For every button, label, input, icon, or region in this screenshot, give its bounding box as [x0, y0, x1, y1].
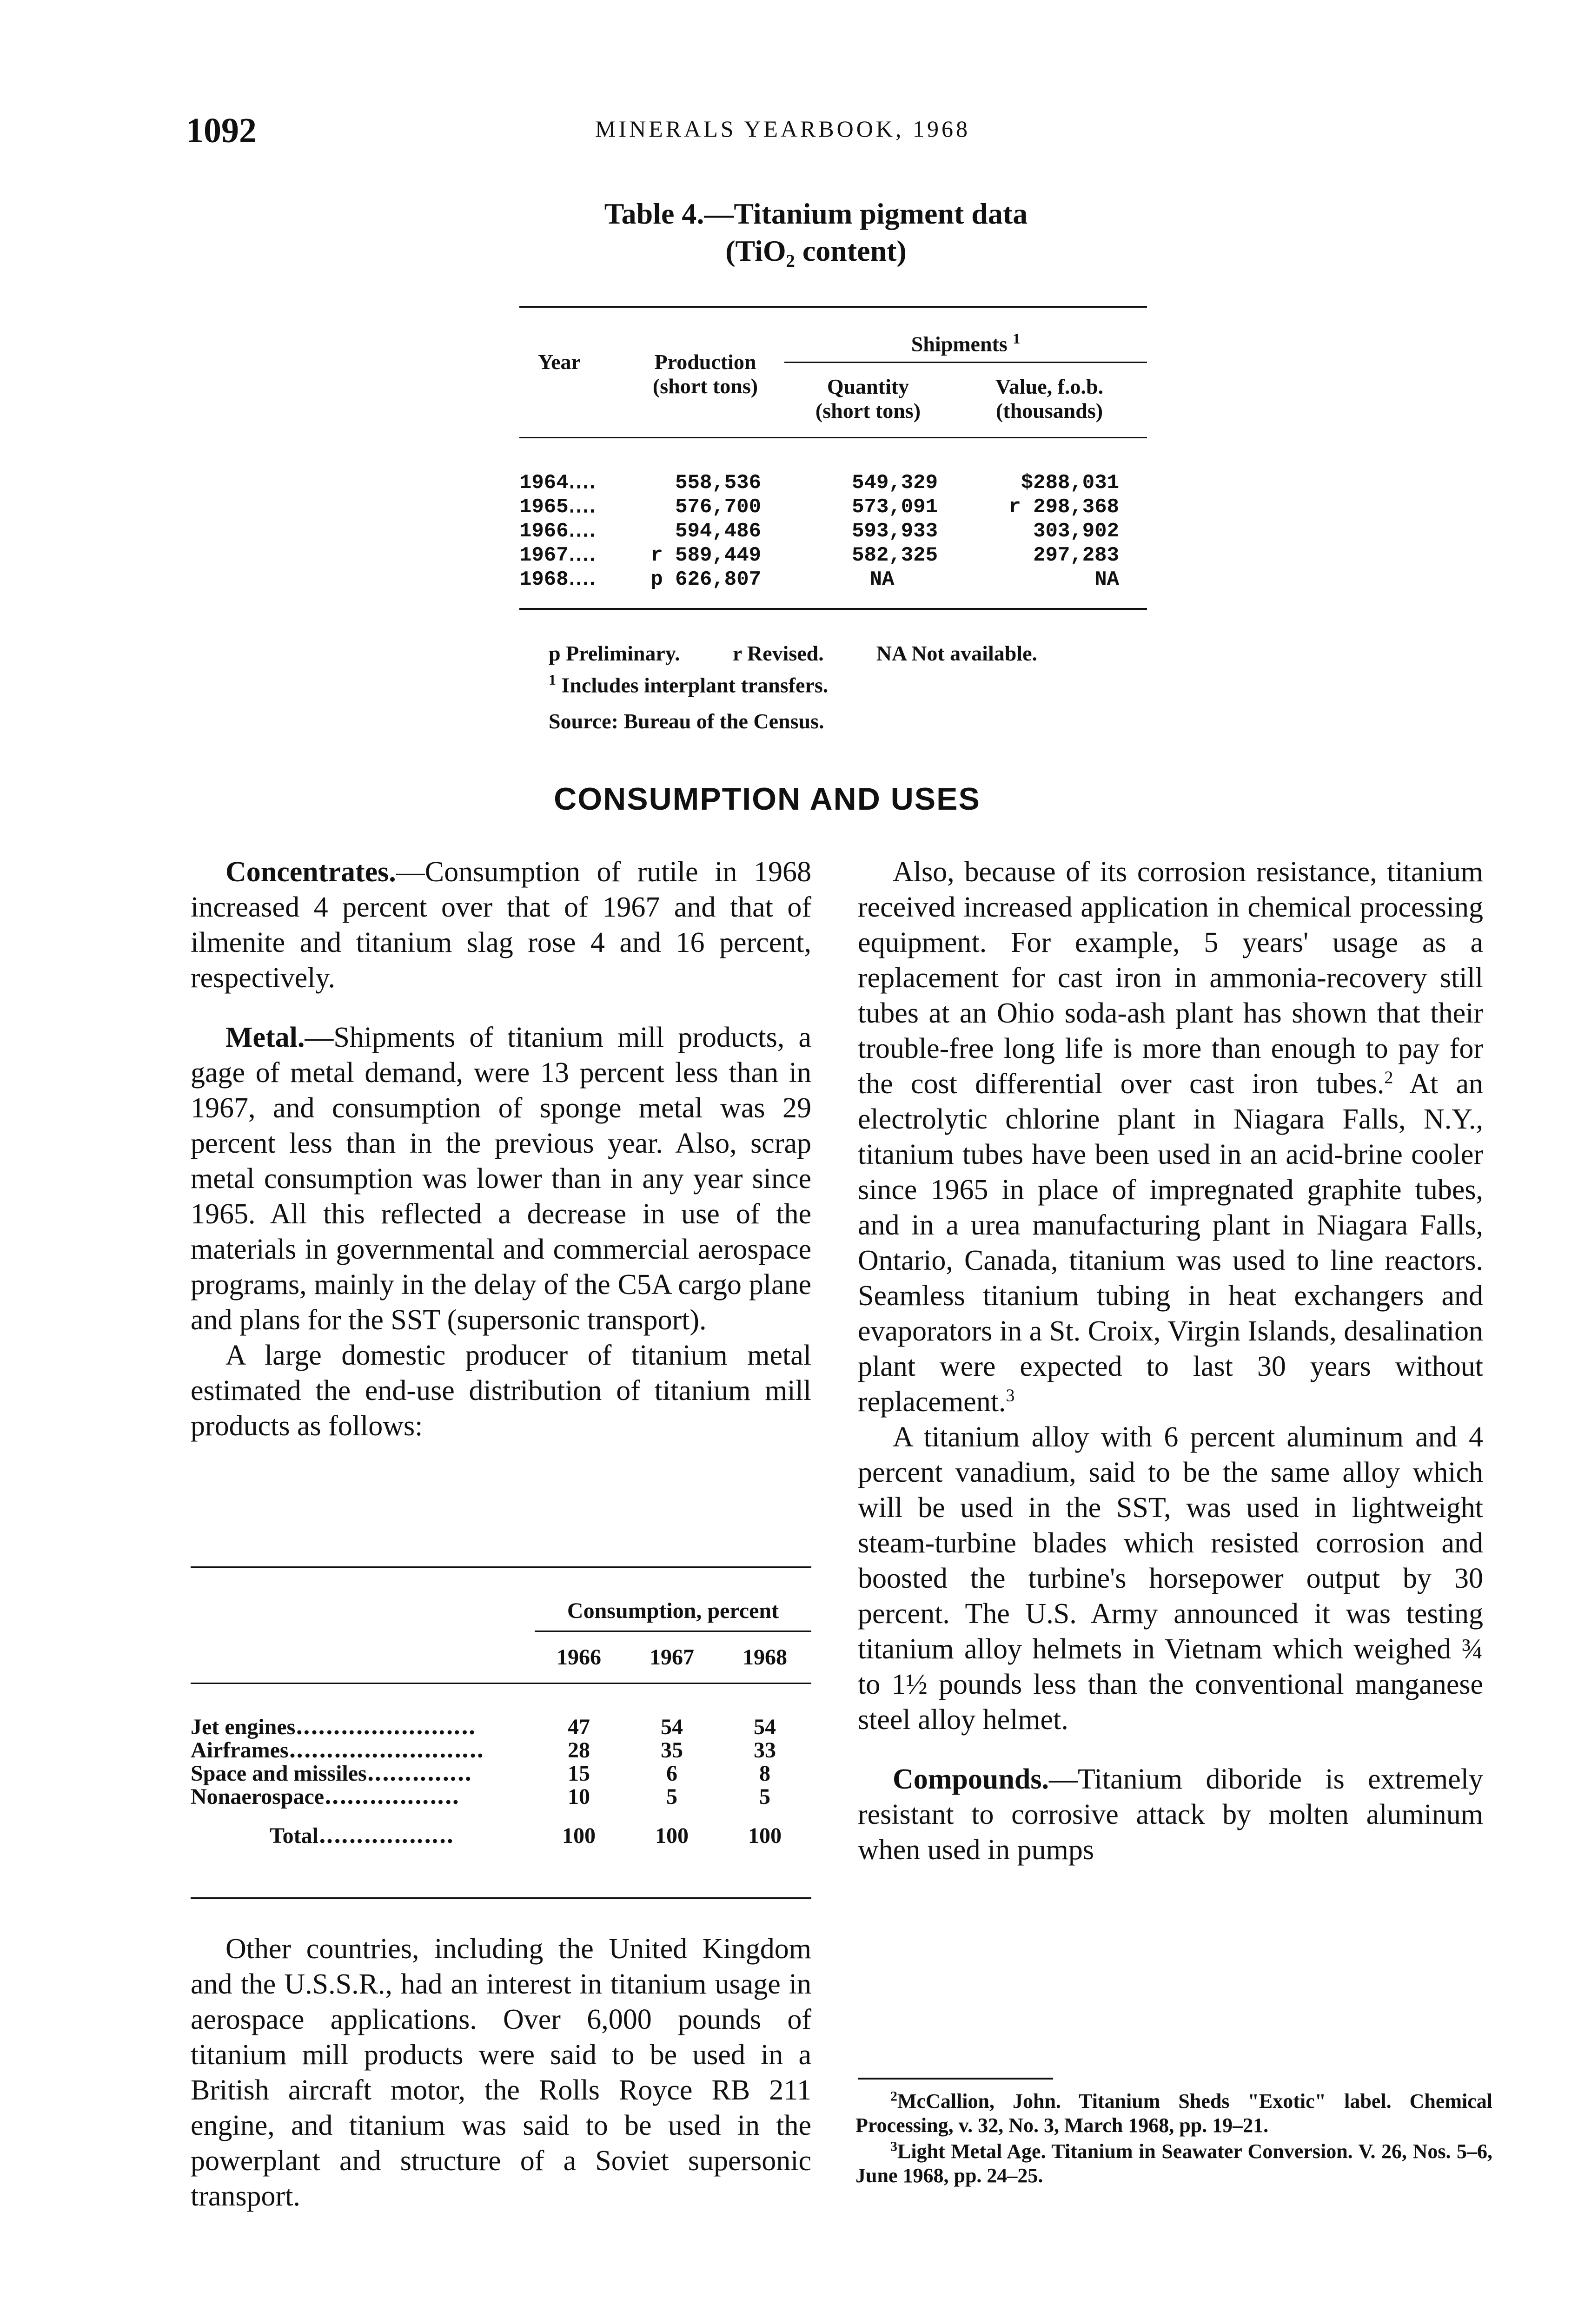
- table4-group-shipments: [784, 325, 1147, 356]
- quantity-unit: (short tons): [815, 399, 921, 423]
- quantity-cell: 582,325: [852, 544, 938, 567]
- footnote-rule: [858, 2078, 1053, 2080]
- shipments-rule: [784, 362, 1147, 363]
- footnotes: [855, 2089, 1492, 2190]
- right-column: [858, 854, 1483, 1868]
- table4-title-line2: (TiO₂ content): [725, 234, 907, 267]
- footnote-3: $^3$Light Metal Age. Titanium in Seawater Conversion. V. 26, Nos. 5–6, June 1968, pp. 24–25.: [855, 2139, 1492, 2187]
- table4-production-column: [612, 471, 761, 592]
- table4-footnote-1: $^1$ Includes interplant transfers.: [549, 671, 829, 697]
- running-title: MINERALS YEARBOOK, 1968: [595, 116, 970, 142]
- ct-header-rule: [535, 1631, 811, 1632]
- value-unit: (thousands): [995, 399, 1103, 423]
- footnote-ref-3[interactable]: 3: [1006, 1386, 1015, 1406]
- table-row: 1965‥‥: [519, 495, 596, 519]
- table4-title-line1: Table 4.—Titanium pigment data: [604, 197, 1028, 230]
- production-unit: (short tons): [652, 374, 758, 398]
- table-row: 1964‥‥: [519, 471, 596, 495]
- concentrates-paragraph: Concentrates.—Consumption of rutile in 1968 increased 4 percent over that of 1967 and that of ilmenite and titanium slag rose 4 and 16 percent, respectively.: [191, 856, 811, 994]
- ct-top-rule: [191, 1566, 811, 1568]
- table-row-total: Total‥‥‥‥‥‥‥‥‥ 100 100 100: [270, 1823, 782, 1848]
- footnote-ref-2[interactable]: 2: [1384, 1068, 1393, 1088]
- note-na: NA Not available.: [876, 641, 1037, 665]
- ct-bottom-rule: [191, 1897, 811, 1899]
- compounds-paragraph: Compounds.—Titanium diboride is extremely resistant to corrosive attack by molten aluminum when used in pumps: [858, 1763, 1483, 1866]
- ct-header-bottom-rule: [191, 1683, 811, 1684]
- value-cell: 297,283: [1033, 544, 1119, 567]
- note-preliminary: p Preliminary.: [549, 641, 680, 665]
- quantity-cell: 593,933: [852, 520, 938, 543]
- quantity-label: Quantity: [827, 375, 909, 398]
- value-label: Value, f.o.b.: [995, 375, 1104, 398]
- quantity-cell: NA: [869, 568, 895, 591]
- production-cell: r 589,449: [650, 544, 761, 567]
- page-number: 1092: [186, 111, 257, 150]
- value-cell: $288,031: [1021, 471, 1119, 495]
- value-cell: r 298,368: [1008, 495, 1119, 519]
- left-column-lower: [191, 1931, 811, 2214]
- table-row: Space and missiles‥‥‥‥‥‥‥ 15 6 8: [191, 1761, 770, 1786]
- other-countries-paragraph: Other countries, including the United Kingdom and the U.S.S.R., had an interest in titanium usage in aerospace applications. Over 6,000 pounds of titanium mill products were said to be used in a British aircraft motor, the Rolls Royce RB 211 engine, and titanium was said to be used in the powerplant and structure of a Soviet supersonic transport.: [191, 1933, 811, 2212]
- table4-title: [511, 195, 1121, 270]
- note-revised: r Revised.: [732, 641, 824, 665]
- value-cell: 303,902: [1033, 520, 1119, 543]
- section-heading: CONSUMPTION AND USES: [554, 781, 981, 817]
- value-cell: NA: [1094, 568, 1119, 591]
- table-row: Nonaerospace‥‥‥‥‥‥‥‥‥ 10 5 5: [191, 1784, 770, 1809]
- table4-col-production: [636, 350, 775, 398]
- table-row: Airframes‥‥‥‥‥‥‥‥‥‥‥‥‥ 28 35 33: [191, 1738, 776, 1763]
- table4-value-column: [980, 471, 1119, 592]
- footnote-2: $^2$McCallion, John. Titanium Sheds "Exotic" label. Chemical Processing, v. 32, No. 3, March 1968, pp. 19–21.: [855, 2088, 1492, 2137]
- table-row: 1966‥‥: [519, 520, 596, 543]
- table4-header-rule: [519, 437, 1147, 438]
- shipments-footnote-ref: 1: [1013, 330, 1021, 347]
- table-row: Jet engines‥‥‥‥‥‥‥‥‥‥‥‥ 47 54 54: [191, 1715, 776, 1739]
- left-column: [191, 854, 811, 1444]
- table4-year-column: [519, 471, 622, 592]
- production-cell: p 626,807: [650, 568, 761, 591]
- table4-notes: [549, 640, 1037, 734]
- table4-source: Source: Bureau of the Census.: [549, 709, 824, 733]
- ct-header: Consumption, percent: [567, 1598, 779, 1623]
- corrosion-paragraph: Also, because of its corrosion resistance, titanium received increased application in chemical processing equipment. For example, 5 years' usage as a replacement for cast iron in ammonia-recovery still tubes at an Ohio soda-ash plant has shown that their trouble-free long life is more than enough to pay for the cost differential over cast iron tubes.$^2$ At an electrolytic chlorine plant in Niagara Falls, N.Y., titanium tubes have been used in an acid-brine cooler since 1965 in place of impregnated graphite tubes, and in a urea manufacturing plant in Niagara Falls, Ontario, Canada, titanium was used to line reactors. Seamless titanium tubing in heat exchangers and evaporators in a St. Croix, Virgin Islands, desalination plant were expected to last 30 years without replacement.$^3$: [858, 856, 1483, 1418]
- producer-paragraph: A large domestic producer of titanium metal estimated the end-use distribution of titanium mill products as follows:: [191, 1340, 811, 1442]
- table4-col-value: [956, 375, 1142, 423]
- ct-year-1966: 1966: [557, 1645, 601, 1670]
- alloy-paragraph: A titanium alloy with 6 percent aluminum and 4 percent vanadium, said to be the same alloy which will be used in the SST, was used in lightweight steam-turbine blades which resisted corrosion and boosted the turbine's horsepower output by 30 percent. The U.S. Army announced it was testing titanium alloy helmets in Vietnam which weighed ¾ to 1½ pounds less than the conventional manganese steel alloy helmet.: [858, 1421, 1483, 1736]
- ct-year-1967: 1967: [650, 1645, 694, 1670]
- production-cell: 576,700: [675, 495, 761, 519]
- shipments-label: Shipments: [911, 332, 1008, 356]
- table4-bottom-rule: [519, 608, 1147, 610]
- quantity-cell: 573,091: [852, 495, 938, 519]
- table4-legend: [549, 640, 1037, 667]
- metal-paragraph: Metal.—Shipments of titanium mill products, a gage of metal demand, were 13 percent less than in 1967, and consumption of sponge metal was 29 percent less than in the previous year. Also, scrap metal consumption was lower than in any year since 1965. All this reflected a decrease in use of the materials in governmental and commercial aerospace programs, mainly in the delay of the C5A cargo plane and plans for the SST (supersonic transport).: [191, 1022, 811, 1336]
- table4-top-rule: [519, 306, 1147, 308]
- production-cell: 594,486: [675, 520, 761, 543]
- table4-col-quantity: [789, 375, 947, 423]
- table4-quantity-column: [826, 471, 947, 592]
- quantity-cell: 549,329: [852, 471, 938, 495]
- production-cell: 558,536: [675, 471, 761, 495]
- table4-col-year: Year: [538, 350, 581, 374]
- table-row: 1968‥‥: [519, 568, 596, 591]
- table-row: 1967‥‥: [519, 544, 596, 567]
- production-label: Production: [654, 350, 756, 374]
- ct-body: [191, 1714, 811, 1846]
- ct-year-1968: 1968: [743, 1645, 787, 1670]
